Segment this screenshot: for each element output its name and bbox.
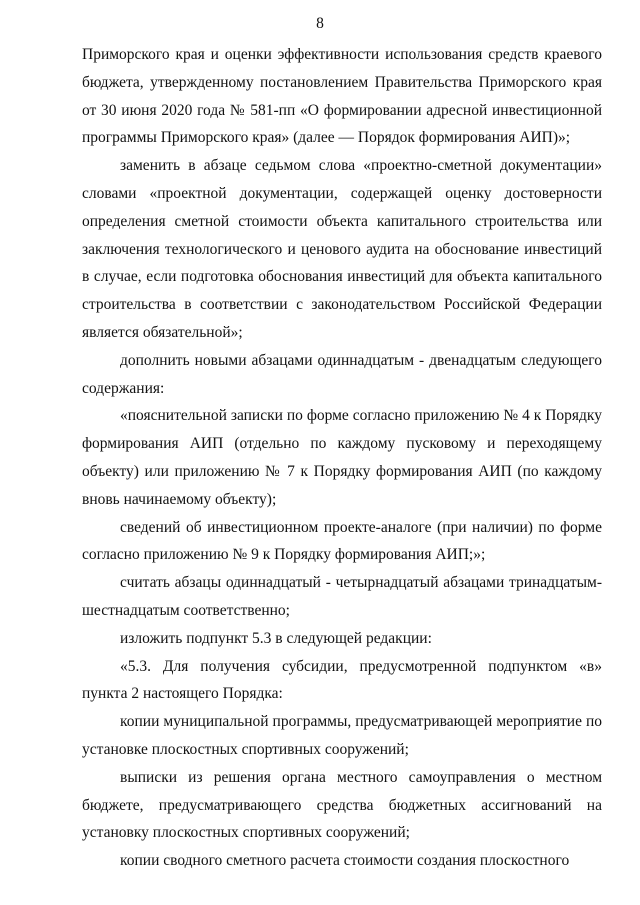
paragraph-municipal-program: копии муниципальной программы, предусматривающей мероприятие по установке плоскостных спортивных сооружений; bbox=[82, 713, 602, 758]
paragraph-renumbering: считать абзацы одиннадцатый - четырнадцатый абзацами тринадцатым-шестнадцатым соответственно; bbox=[82, 574, 602, 619]
paragraph-continuation: Приморского края и оценки эффективности использования средств краевого бюджета, утвержденному постановлением Правительства Приморского края от 30 июня 2020 года № 581-пп «О формировании адресной инвестиционной программы Приморского края» (далее — Порядок формирования АИП)»; bbox=[82, 46, 602, 147]
paragraph-explanatory-note: «пояснительной записки по форме согласно приложению № 4 к Порядку формирования АИП (отдельно по каждому пусковому и переходящему объекту) или приложению № 7 к Порядку формирования АИП (по каждому вновь начинаемому объекту); bbox=[82, 407, 602, 508]
paragraph-subclause-intro: изложить подпункт 5.3 в следующей редакции: bbox=[120, 629, 432, 647]
paragraph-add-paragraphs: дополнить новыми абзацами одиннадцатым - двенадцатым следующего содержания: bbox=[82, 351, 602, 397]
document-body bbox=[82, 41, 602, 875]
paragraph-subclause-5-3: «5.3. Для получения субсидии, предусмотренной подпунктом «в» пункта 2 настоящего Порядка: bbox=[82, 657, 602, 703]
paragraph-replace-words: заменить в абзаце седьмом слова «проектно-сметной документации» словами «проектной документации, содержащей оценку достоверности определения сметной стоимости объекта капитального строительства или заключения технологического и ценового аудита на обоснование инвестиций в случае, если подготовка обоснования инвестиций для объекта капитального строительства в соответствии с законодательством Российской Федерации является обязательной»; bbox=[82, 157, 602, 341]
paragraph-budget-extract: выписки из решения органа местного самоуправления о местном бюджете, предусматривающего средства бюджетных ассигнований на установку плоскостных спортивных сооружений; bbox=[82, 768, 602, 842]
paragraph-analog-project: сведений об инвестиционном проекте-аналоге (при наличии) по форме согласно приложению № 9 к Порядку формирования АИП;»; bbox=[82, 518, 602, 564]
page-number: 8 bbox=[316, 15, 324, 32]
paragraph-cost-estimate: копии сводного сметного расчета стоимости создания плоскостного bbox=[120, 852, 570, 870]
